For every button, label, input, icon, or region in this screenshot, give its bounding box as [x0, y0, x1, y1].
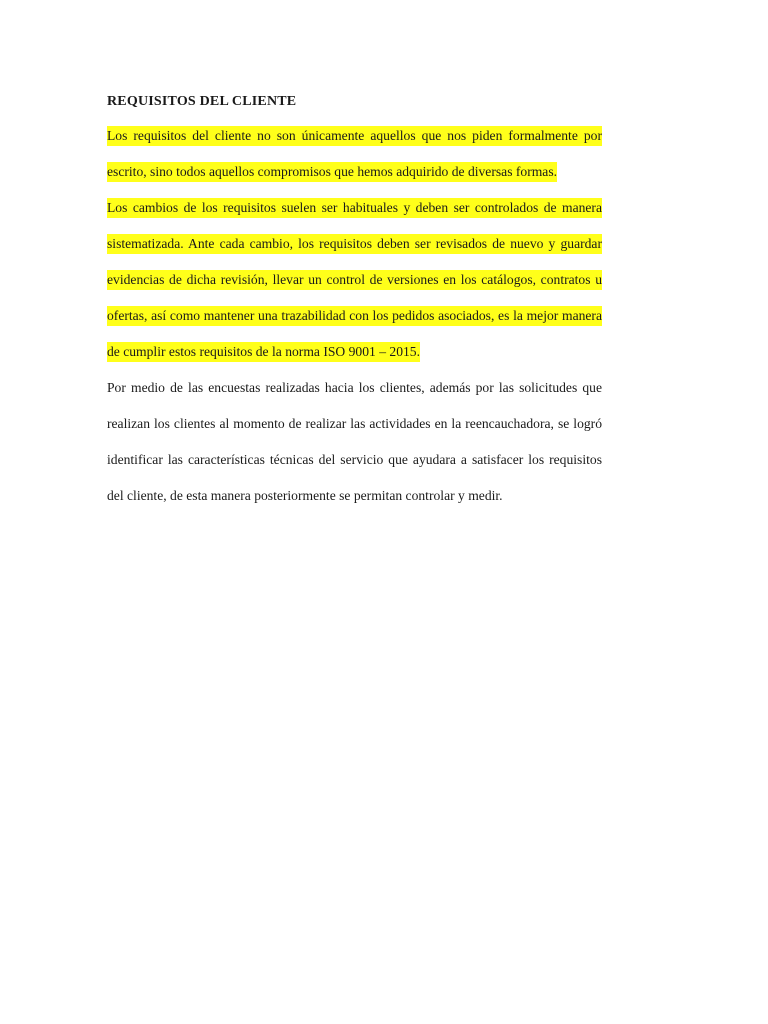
- paragraph-highlighted-1: [107, 118, 602, 190]
- plain-text: Por medio de las encuestas realizadas hacia los clientes, además por las solicitudes que realizan los clientes al momento de realizar las actividades en la reencauchadora, se logró identificar las características técnicas del servicio que ayudara a satisfacer los requisitos del cliente, de esta manera posteriormente se permitan controlar y medir.: [107, 380, 602, 503]
- highlighted-text: Los requisitos del cliente no son únicamente aquellos que nos piden formalmente por escrito, sino todos aquellos compromisos que hemos adquirido de diversas formas.: [107, 126, 602, 182]
- paragraph-plain: [107, 370, 602, 514]
- document-heading: REQUISITOS DEL CLIENTE: [107, 94, 297, 109]
- document-body: [107, 90, 602, 514]
- paragraph-highlighted-2: [107, 190, 602, 370]
- highlighted-text: Los cambios de los requisitos suelen ser habituales y deben ser controlados de manera sistematizada. Ante cada cambio, los requisitos deben ser revisados de nuevo y guardar evidencias de dicha revisión, llevar un control de versiones en los catálogos, contratos u ofertas, así como mantener una trazabilidad con los pedidos asociados, es la mejor manera de cumplir estos requisitos de la norma ISO 9001 – 2015.: [107, 198, 602, 362]
